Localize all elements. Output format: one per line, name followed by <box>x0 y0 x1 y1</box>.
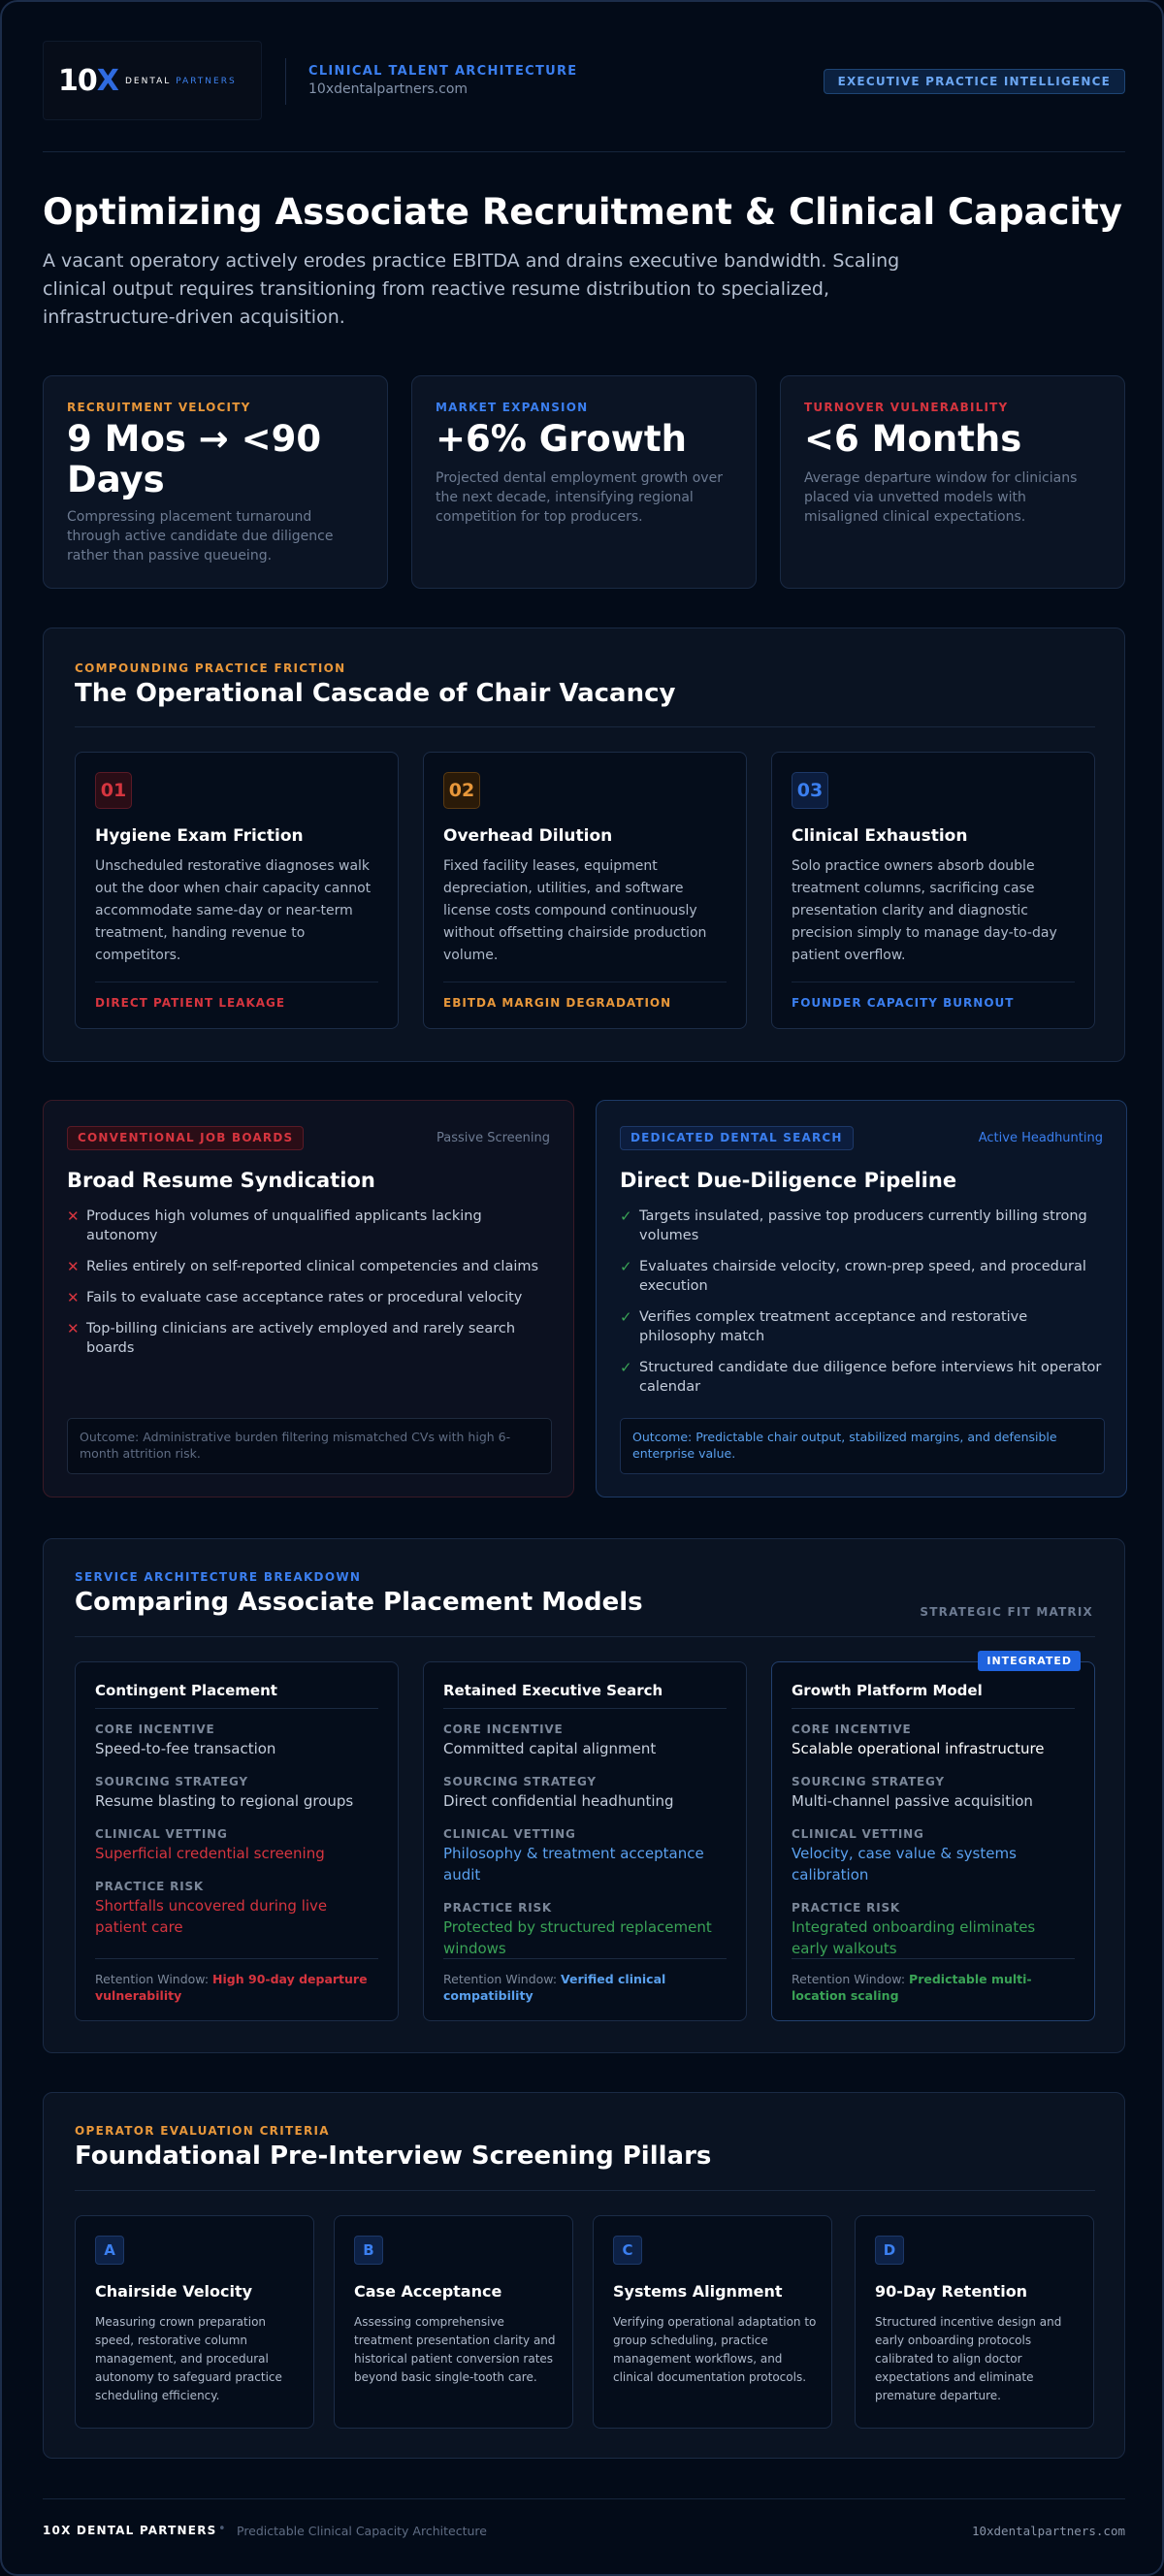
pillar-letter-badge: C <box>613 2236 642 2265</box>
row-value: Resume blasting to regional groups <box>95 1792 354 1810</box>
strategic-fit-label: STRATEGIC FIT MATRIX <box>920 1605 1093 1619</box>
cascade-card-title: Hygiene Exam Friction <box>95 826 304 846</box>
dental-search-card <box>596 1100 1127 1497</box>
footer-url[interactable]: 10xdentalpartners.com <box>971 2524 1125 2538</box>
cascade-card-exhaustion <box>771 752 1095 1029</box>
stat-description: Projected dental employment growth over the next decade, intensifying regional competition for top producers. <box>436 470 723 525</box>
models-panel <box>43 1538 1125 2053</box>
pillars-panel <box>43 2092 1125 2459</box>
model-card-contingent <box>75 1661 399 2021</box>
row-key: CORE INCENTIVE <box>95 1723 215 1736</box>
pillars-divider <box>75 2190 1095 2191</box>
row-key: CLINICAL VETTING <box>95 1827 228 1841</box>
pillar-card-case-acceptance <box>334 2215 573 2429</box>
models-divider <box>75 1636 1095 1637</box>
x-icon: ✕ <box>67 1320 80 1337</box>
pillar-title: Chairside Velocity <box>95 2282 253 2301</box>
model-card-divider <box>95 1958 378 1959</box>
row-key: PRACTICE RISK <box>95 1880 205 1893</box>
model-card-rows <box>95 1723 378 1953</box>
brand-url[interactable]: 10xdentalpartners.com <box>308 81 469 97</box>
brand-tagline: CLINICAL TALENT ARCHITECTURE <box>308 64 578 79</box>
header-rule <box>43 151 1125 152</box>
row-value: Multi-channel passive acquisition <box>792 1792 1033 1810</box>
list-item: ✕ Produces high volumes of unqualified applicants lacking autonomy <box>67 1208 482 1243</box>
row-key: CLINICAL VETTING <box>443 1827 576 1841</box>
model-card-title: Retained Executive Search <box>443 1682 663 1699</box>
check-icon: ✓ <box>620 1208 632 1225</box>
stat-description: Compressing placement turnaround through active candidate due diligence rather than passive queueing. <box>67 509 334 564</box>
pillar-letter-badge: D <box>875 2236 904 2265</box>
pillar-letter-badge: B <box>354 2236 383 2265</box>
row-key: PRACTICE RISK <box>792 1901 901 1915</box>
pillar-desc: Measuring crown preparation speed, restorative column management, and procedural autonomy to safeguard practice scheduling efficiency. <box>95 2315 282 2402</box>
row-value: Direct confidential headhunting <box>443 1792 674 1810</box>
row-key: PRACTICE RISK <box>443 1901 553 1915</box>
pillar-desc: Assessing comprehensive treatment presentation clarity and historical patient conversion rates beyond basic single-tooth care. <box>354 2315 556 2384</box>
row-key: SOURCING STRATEGY <box>95 1775 248 1788</box>
stat-label: TURNOVER VULNERABILITY <box>804 401 1009 414</box>
row-value: Speed-to-fee transaction <box>95 1740 276 1757</box>
row-value: Philosophy & treatment acceptance audit <box>443 1845 704 1884</box>
cascade-card-overhead <box>423 752 747 1029</box>
list-item: ✕ Top-billing clinicians are actively employed and rarely search boards <box>67 1320 516 1356</box>
model-card-divider <box>443 1958 727 1959</box>
model-card-divider <box>792 1958 1075 1959</box>
list-item: ✕ Relies entirely on self-reported clinical competencies and claims <box>67 1258 539 1275</box>
cascade-card-desc: Fixed facility leases, equipment depreciation, utilities, and software license costs compound continuously without offsetting chairside production volume. <box>443 858 707 963</box>
models-eyebrow: SERVICE ARCHITECTURE BREAKDOWN <box>75 1570 362 1584</box>
row-value: Committed capital alignment <box>443 1740 657 1757</box>
integrated-badge: INTEGRATED <box>978 1651 1081 1671</box>
job-boards-list <box>67 1207 552 1358</box>
list-item: ✓ Evaluates chairside velocity, crown-prep speed, and procedural execution <box>620 1258 1086 1294</box>
retention-window: Retention Window: Verified clinical compatibility <box>443 1972 666 2003</box>
x-icon: ✕ <box>67 1289 80 1306</box>
cascade-card-title: Overhead Dilution <box>443 826 613 846</box>
model-card-divider <box>792 1708 1075 1709</box>
row-value: Velocity, case value & systems calibration <box>792 1845 1017 1884</box>
row-key: CORE INCENTIVE <box>443 1723 564 1736</box>
model-card-divider <box>443 1708 727 1709</box>
check-icon: ✓ <box>620 1258 632 1275</box>
pillars-eyebrow: OPERATOR EVALUATION CRITERIA <box>75 2124 330 2138</box>
stat-card-recruitment-velocity <box>43 375 388 589</box>
job-boards-card <box>43 1100 574 1497</box>
cascade-panel <box>43 628 1125 1062</box>
stat-label: MARKET EXPANSION <box>436 401 589 414</box>
stat-value: 9 Mos → <90 Days <box>67 418 322 500</box>
row-key: SOURCING STRATEGY <box>792 1775 945 1788</box>
row-key: CLINICAL VETTING <box>792 1827 924 1841</box>
page-title: Optimizing Associate Recruitment & Clinical Capacity <box>43 191 1122 233</box>
pillar-card-chairside-velocity <box>75 2215 314 2429</box>
dental-search-list <box>620 1207 1105 1397</box>
pillar-title: Case Acceptance <box>354 2282 502 2301</box>
footer-tagline: Predictable Clinical Capacity Architecture <box>237 2524 487 2538</box>
logo[interactable] <box>43 41 262 120</box>
list-item: ✓ Targets insulated, passive top producers currently billing strong volumes <box>620 1208 1087 1243</box>
footer-brand: 10X DENTAL PARTNERS <box>43 2524 217 2537</box>
pillars-title: Foundational Pre-Interview Screening Pillars <box>75 2141 712 2171</box>
job-boards-outcome: Outcome: Administrative burden filtering mismatched CVs with high 6-month attrition risk. <box>67 1418 552 1474</box>
retention-window: Retention Window: High 90-day departure vulnerability <box>95 1972 368 2003</box>
row-value: Integrated onboarding eliminates early walkouts <box>792 1918 1036 1957</box>
cascade-card-desc: Solo practice owners absorb double treatment columns, sacrificing case presentation clarity and diagnostic precision simply to manage day-to-day patient overflow. <box>792 858 1057 963</box>
list-item: ✕ Fails to evaluate case acceptance rates or procedural velocity <box>67 1289 523 1306</box>
job-boards-tag: CONVENTIONAL JOB BOARDS <box>67 1126 304 1150</box>
model-card-rows <box>792 1723 1075 1975</box>
stat-value: +6% Growth <box>436 418 687 460</box>
pillar-card-90-day-retention <box>855 2215 1094 2429</box>
row-value: Superficial credential screening <box>95 1845 325 1862</box>
row-value: Scalable operational infrastructure <box>792 1740 1045 1757</box>
cascade-eyebrow: COMPOUNDING PRACTICE FRICTION <box>75 661 346 675</box>
cascade-card-footer: DIRECT PATIENT LEAKAGE <box>95 996 286 1010</box>
stat-card-market-expansion <box>411 375 757 589</box>
model-card-title: Contingent Placement <box>95 1682 277 1699</box>
pillar-desc: Structured incentive design and early onboarding protocols calibrated to align doctor expectations and eliminate premature departure. <box>875 2315 1062 2402</box>
pillar-card-systems-alignment <box>593 2215 832 2429</box>
pillar-title: Systems Alignment <box>613 2282 783 2301</box>
cascade-divider <box>75 726 1095 727</box>
pillar-title: 90-Day Retention <box>875 2282 1028 2301</box>
header <box>43 41 1125 120</box>
model-card-divider <box>95 1708 378 1709</box>
dental-search-outcome: Outcome: Predictable chair output, stabilized margins, and defensible enterprise value. <box>620 1418 1105 1474</box>
logo-mark: 10X <box>58 64 118 98</box>
cascade-card-title: Clinical Exhaustion <box>792 826 968 846</box>
cascade-card-hygiene <box>75 752 399 1029</box>
job-boards-mode: Passive Screening <box>436 1131 550 1145</box>
cascade-number-badge: 01 <box>95 772 132 809</box>
stat-label: RECRUITMENT VELOCITY <box>67 401 251 414</box>
models-title: Comparing Associate Placement Models <box>75 1588 643 1617</box>
row-value: Protected by structured replacement windows <box>443 1918 712 1957</box>
model-card-retained <box>423 1661 747 2021</box>
stat-card-turnover-vulnerability <box>780 375 1125 589</box>
model-card-growth-platform <box>771 1655 1095 2021</box>
cascade-number-badge: 03 <box>792 772 828 809</box>
dental-search-title: Direct Due-Diligence Pipeline <box>620 1169 957 1192</box>
stat-description: Average departure window for clinicians placed via unvetted models with misaligned clinical expectations. <box>804 470 1078 525</box>
executive-intelligence-pill: EXECUTIVE PRACTICE INTELLIGENCE <box>824 69 1125 94</box>
x-icon: ✕ <box>67 1258 80 1275</box>
cascade-card-desc: Unscheduled restorative diagnoses walk out the door when chair capacity cannot accommodate same-day or near-term treatment, handing revenue to competitors. <box>95 858 372 963</box>
pillar-letter-badge: A <box>95 2236 124 2265</box>
job-boards-title: Broad Resume Syndication <box>67 1169 375 1192</box>
cascade-card-footer: FOUNDER CAPACITY BURNOUT <box>792 996 1015 1010</box>
footer-separator: • <box>218 2522 226 2536</box>
check-icon: ✓ <box>620 1359 632 1376</box>
pillar-desc: Verifying operational adaptation to group scheduling, practice management workflows, and clinical documentation protocols. <box>613 2315 817 2384</box>
cascade-number-badge: 02 <box>443 772 480 809</box>
x-icon: ✕ <box>67 1208 80 1225</box>
row-key: CORE INCENTIVE <box>792 1723 912 1736</box>
retention-window: Retention Window: Predictable multi-location scaling <box>792 1972 1032 2003</box>
dental-search-mode: Active Headhunting <box>978 1131 1103 1145</box>
check-icon: ✓ <box>620 1308 632 1326</box>
row-value: Shortfalls uncovered during live patient care <box>95 1897 328 1936</box>
page-lead: A vacant operatory actively erodes practice EBITDA and drains executive bandwidth. Scaling clinical output requires transitioning from reactive resume distribution to specialized, infrastructure-driven acquisition. <box>43 250 900 328</box>
cascade-title: The Operational Cascade of Chair Vacancy <box>75 679 676 708</box>
header-divider <box>285 58 286 105</box>
dental-search-tag: DEDICATED DENTAL SEARCH <box>620 1126 854 1150</box>
list-item: ✓ Structured candidate due diligence before interviews hit operator calendar <box>620 1359 1102 1395</box>
stat-value: <6 Months <box>804 418 1022 460</box>
cascade-card-footer: EBITDA MARGIN DEGRADATION <box>443 996 672 1010</box>
logo-text: DENTAL PARTNERS <box>125 77 237 86</box>
list-item: ✓ Verifies complex treatment acceptance and restorative philosophy match <box>620 1308 1028 1344</box>
row-key: SOURCING STRATEGY <box>443 1775 597 1788</box>
footer-rule <box>43 2498 1125 2499</box>
model-card-rows <box>443 1723 727 1975</box>
model-card-title: Growth Platform Model <box>792 1682 983 1699</box>
